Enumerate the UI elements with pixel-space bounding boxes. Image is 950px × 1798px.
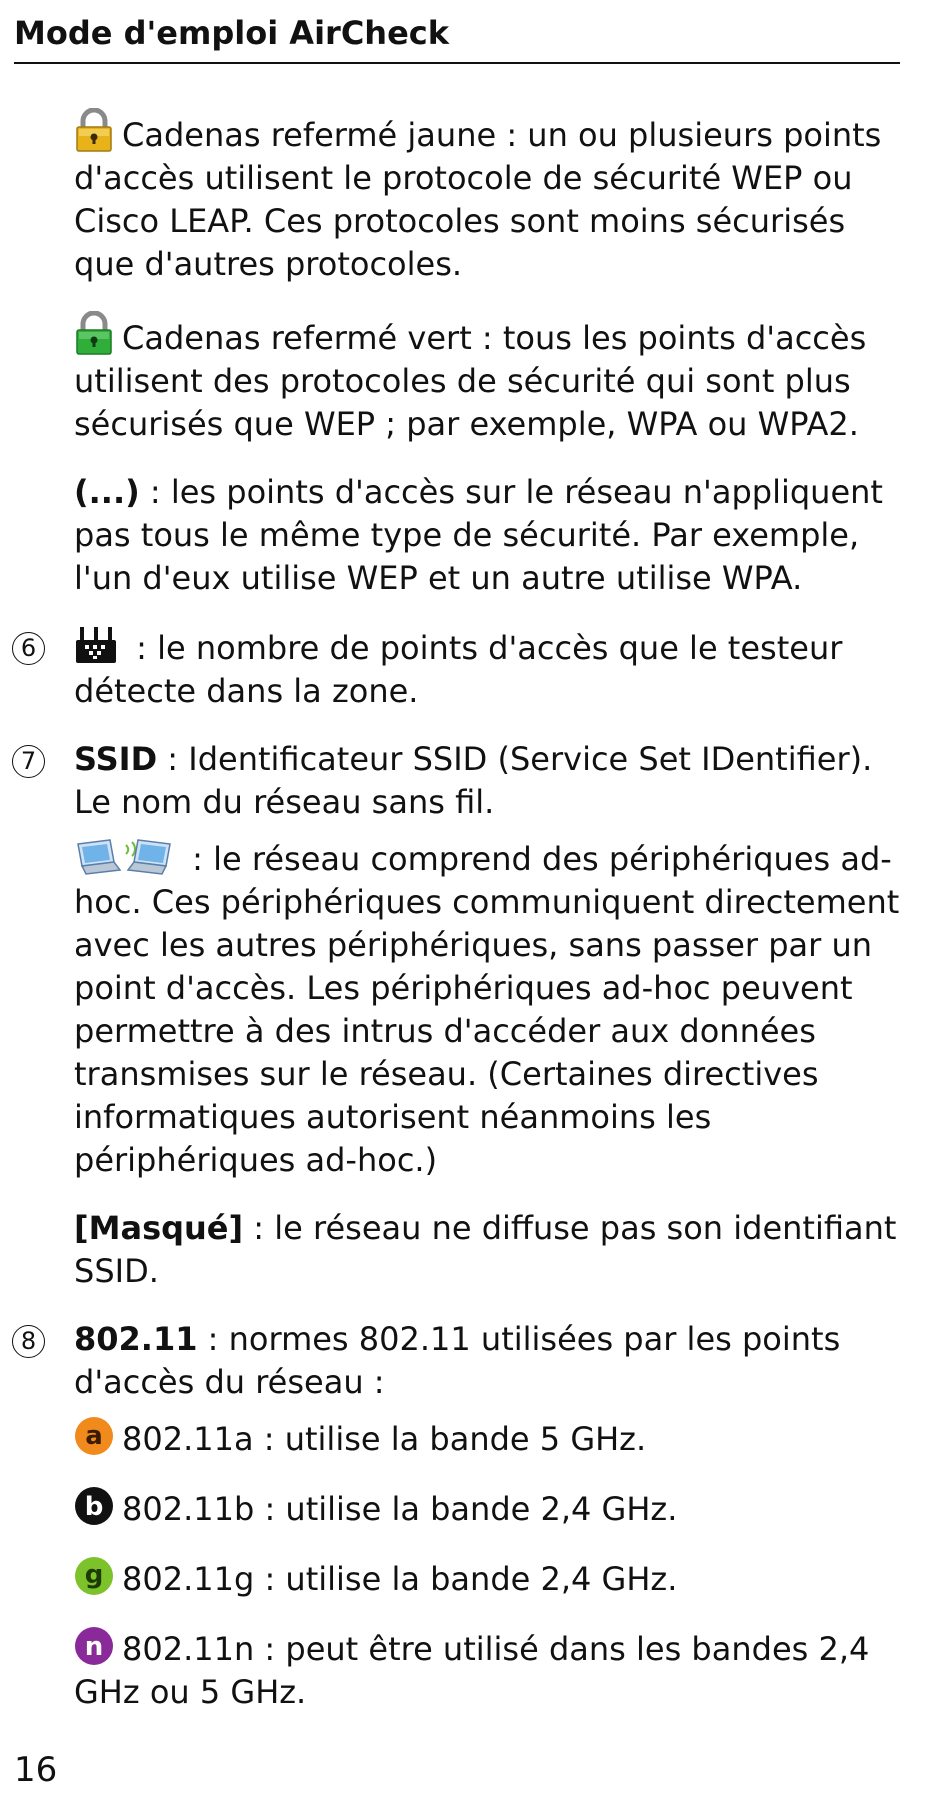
mixed-security-label: (...) — [74, 473, 140, 511]
svg-text:n: n — [84, 1632, 104, 1662]
item-6-number: 6 — [12, 632, 45, 665]
svg-text:b: b — [84, 1492, 104, 1522]
ssid-text: : Identificateur SSID (Service Set IDentifier). Le nom du réseau sans fil. — [74, 740, 873, 821]
standard-a-text: 802.11a : utilise la bande 5 GHz. — [122, 1420, 647, 1458]
green-lock-paragraph — [74, 311, 904, 446]
green-lock-text: Cadenas refermé vert : tous les points d'accès utilisent des protocoles de sécurité qui sont plus sécurisés que WEP ; par exemple, WPA ou WPA2. — [74, 319, 867, 443]
item-7-paragraph — [20, 738, 904, 824]
802-11a-icon — [74, 1416, 114, 1456]
page-content — [20, 108, 904, 1739]
svg-text:a: a — [85, 1421, 103, 1451]
hidden-ssid-label: [Masqué] — [74, 1209, 244, 1247]
802-11n-icon — [74, 1626, 114, 1666]
page-number: 16 — [14, 1750, 58, 1790]
standard-label: 802.11 — [74, 1320, 198, 1358]
item-6-text: : le nombre de points d'accès que le testeur détecte dans la zone. — [74, 629, 843, 710]
access-point-icon — [74, 625, 118, 665]
standard-b-paragraph — [74, 1486, 904, 1531]
hidden-ssid-paragraph — [74, 1207, 904, 1293]
ad-hoc-laptops-icon — [74, 836, 178, 876]
standard-n-text: 802.11n : peut être utilisé dans les bandes 2,4 GHz ou 5 GHz. — [74, 1630, 870, 1711]
yellow-lock-paragraph — [74, 108, 904, 286]
item-8-number: 8 — [12, 1325, 45, 1358]
page-title: Mode d'emploi AirCheck — [14, 14, 450, 52]
yellow-lock-text: Cadenas refermé jaune : un ou plusieurs points d'accès utilisent le protocole de sécurité WEP ou Cisco LEAP. Ces protocoles sont moins sécurisés que d'autres protocoles. — [74, 116, 882, 283]
hidden-ssid-text: : le réseau ne diffuse pas son identifiant SSID. — [74, 1209, 897, 1290]
standard-a-paragraph — [74, 1416, 904, 1461]
page-header — [14, 10, 900, 64]
ad-hoc-text: : le réseau comprend des périphériques ad-hoc. Ces périphériques communiquent directement avec les autres périphériques, sans passer par un point d'accès. Les périphériques ad-hoc peuvent permettre à des intrus d'accéder aux données transmises sur le réseau. (Certaines directives informatiques autorisent néanmoins les périphériques ad-hoc.) — [74, 840, 900, 1179]
standard-text: : normes 802.11 utilisées par les points d'accès du réseau : — [74, 1320, 841, 1401]
ad-hoc-paragraph — [74, 836, 904, 1182]
standard-g-paragraph — [74, 1556, 904, 1601]
item-7-number: 7 — [12, 745, 45, 778]
mixed-security-text: : les points d'accès sur le réseau n'appliquent pas tous le même type de sécurité. Par exemple, l'un d'eux utilise WEP et un autre utilise WPA. — [74, 473, 883, 597]
standard-b-text: 802.11b : utilise la bande 2,4 GHz. — [122, 1490, 678, 1528]
standard-n-paragraph — [74, 1626, 904, 1714]
standard-g-text: 802.11g : utilise la bande 2,4 GHz. — [122, 1560, 678, 1598]
item-8-paragraph — [20, 1318, 904, 1404]
svg-text:g: g — [84, 1560, 104, 1590]
mixed-security-paragraph — [74, 471, 904, 600]
item-6-paragraph — [20, 625, 904, 713]
802-11b-icon — [74, 1486, 114, 1526]
green-lock-icon — [74, 311, 114, 355]
ssid-label: SSID — [74, 740, 158, 778]
802-11g-icon — [74, 1556, 114, 1596]
yellow-lock-icon — [74, 108, 114, 152]
